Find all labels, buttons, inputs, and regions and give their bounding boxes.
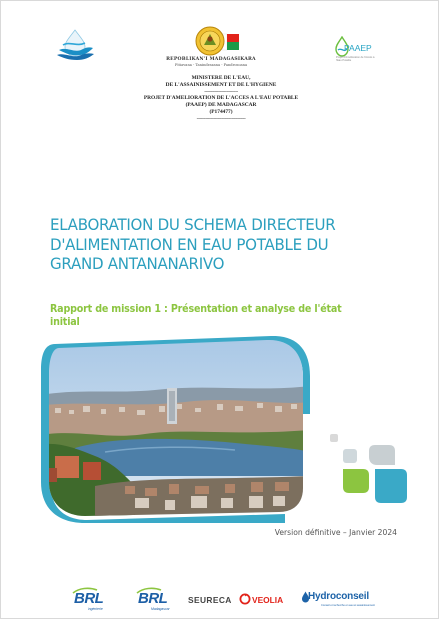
separator-line: ------------------------ — [204, 88, 238, 95]
ministry-header-block — [101, 75, 341, 123]
ministry-name: MINISTERE DE L'EAU, — [191, 75, 251, 81]
veolia-logo: VEOLIA — [252, 595, 284, 605]
republic-name: REPOBLIKAN'I MADAGASIKARA — [166, 57, 256, 62]
paaep-logo-text: PAAEP — [344, 43, 372, 53]
brl-ingenierie-sub: ingénierie — [88, 607, 103, 611]
decorative-tiles — [323, 431, 419, 527]
brl-madagascar-logo: BRL — [138, 590, 168, 607]
report-title — [50, 215, 376, 274]
hydroconseil-sub: Conseil et recherche en eau et assainissement — [321, 604, 375, 607]
separator-line: ----------------------------------- — [196, 115, 246, 122]
paaep-logo — [328, 34, 376, 66]
seureca-logo: SEURECA — [188, 595, 232, 605]
partner-logos — [1, 584, 439, 614]
republic-seal-logo — [156, 25, 266, 73]
republic-motto: Fitiavana - Tanindrazana - Fandrosoana — [174, 63, 248, 67]
report-subtitle-line: initial — [50, 316, 80, 329]
report-title-line: D'ALIMENTATION EN EAU POTABLE DU — [50, 234, 329, 254]
republic-emblem-icon — [156, 25, 266, 57]
ministry-water-logo-icon — [53, 28, 97, 62]
tile — [330, 434, 338, 442]
project-id: (P174477) — [209, 108, 233, 115]
ministry-name-line2: DE L'ASSAINISSEMENT ET DE L'HYGIENE — [165, 81, 277, 88]
veolia-ring-icon — [239, 593, 251, 605]
hydroconseil-logo: Hydroconseil — [308, 591, 369, 602]
document-version: Version définitive – Janvier 2024 — [274, 528, 397, 537]
report-subtitle-line: Rapport de mission 1 : Présentation et analyse de l'état — [50, 303, 342, 315]
tile — [343, 449, 357, 463]
project-name: PROJET D'AMELIORATION DE L'ACCES A L'EAU POTABLE — [143, 95, 299, 102]
report-title-line: GRAND ANTANANARIVO — [50, 254, 225, 273]
antananarivo-city-photo — [35, 336, 310, 523]
tile — [369, 445, 395, 465]
tile — [375, 469, 407, 503]
project-acronym: (PAAEP) DE MADAGASCAR — [185, 102, 257, 109]
report-subtitle — [50, 303, 367, 329]
paaep-logo-subtext: Projet d'Amélioration de l'Accès à l'Eau Potable — [336, 56, 375, 62]
tile — [343, 469, 369, 493]
brl-madagascar-sub: Madagascar — [151, 607, 170, 611]
brl-ingenierie-logo: BRL — [74, 590, 104, 607]
report-title-line: ELABORATION DU SCHEMA DIRECTEUR — [50, 215, 336, 234]
